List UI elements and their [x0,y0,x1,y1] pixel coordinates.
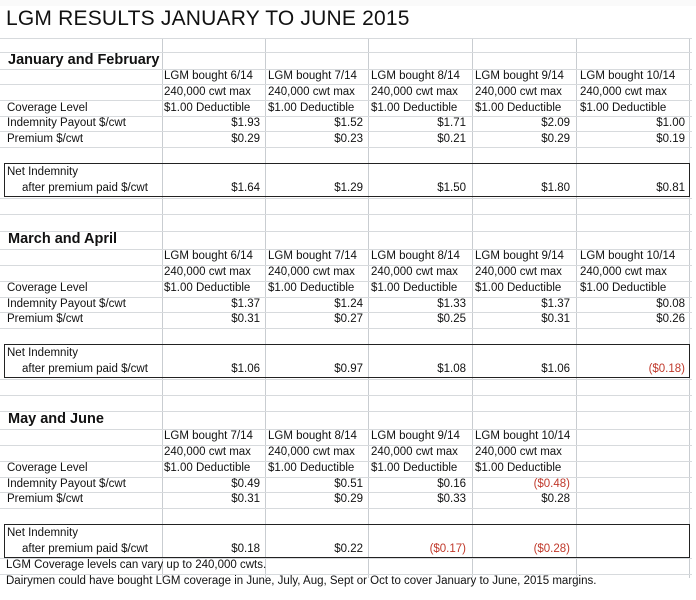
net-cell: $1.50 [437,182,466,194]
net-cell: $0.81 [656,182,685,194]
max-cell: 240,000 cwt max [580,266,667,278]
net-cell: $1.64 [231,182,260,194]
indemnity-row [0,297,692,312]
indemnity-cell: $1.33 [437,298,466,310]
coverage-cell: $1.00 Deductible [371,102,458,114]
coverage-cell: $1.00 Deductible [371,282,458,294]
indemnity-cell: $2.09 [541,117,570,129]
coverage-cell: $1.00 Deductible [580,282,667,294]
net-cell: $1.80 [541,182,570,194]
gridline [0,38,692,39]
net-label-row [0,526,692,541]
coverage-row [0,281,692,296]
indemnity-cell: $0.08 [656,298,685,310]
max-cell: 240,000 cwt max [475,446,562,458]
net-label-row [0,346,692,361]
column-header: LGM bought 7/14 [268,250,357,262]
section-title-may-jun: May and June [8,411,104,427]
indemnity-cell: $1.37 [541,298,570,310]
indemnity-row [0,116,692,131]
premium-cell: $0.23 [334,133,363,145]
premium-cell: $0.21 [437,133,466,145]
indemnity-cell-negative: ($0.48) [533,478,570,490]
premium-cell: $0.29 [541,133,570,145]
premium-cell: $0.27 [334,313,363,325]
max-cell: 240,000 cwt max [164,86,251,98]
header-row [0,429,692,444]
max-cell: 240,000 cwt max [580,86,667,98]
max-cell: 240,000 cwt max [371,446,458,458]
net-cell: $1.29 [334,182,363,194]
max-cell: 240,000 cwt max [268,446,355,458]
net-row [0,181,692,196]
cropped-top-strip [0,0,696,6]
premium-cell: $0.31 [541,313,570,325]
premium-cell: $0.29 [334,493,363,505]
max-row [0,85,692,100]
column-header: LGM bought 8/14 [371,70,460,82]
row-label: after premium paid $/cwt [22,543,148,555]
coverage-cell: $1.00 Deductible [268,102,355,114]
premium-cell: $0.33 [437,493,466,505]
net-row [0,542,692,557]
coverage-cell: $1.00 Deductible [475,462,562,474]
row-label: Premium $/cwt [7,313,84,325]
section-title-jan-feb: January and February [8,52,160,68]
row-label: Indemnity Payout $/cwt [7,478,126,490]
gridline [0,395,692,396]
row-label: Net Indemnity [7,347,78,359]
indemnity-cell: $0.49 [231,478,260,490]
max-cell: 240,000 cwt max [268,86,355,98]
indemnity-cell: $0.16 [437,478,466,490]
net-cell-negative: ($0.18) [648,363,685,375]
column-header: LGM bought 6/14 [164,70,253,82]
row-label: Coverage Level [7,462,88,474]
header-row [0,69,692,84]
gridline [0,198,692,199]
net-cell: $1.06 [231,363,260,375]
max-cell: 240,000 cwt max [164,266,251,278]
indemnity-row [0,477,692,492]
max-cell: 240,000 cwt max [475,86,562,98]
column-header: LGM bought 8/14 [268,430,357,442]
coverage-cell: $1.00 Deductible [268,282,355,294]
premium-row [0,492,692,507]
gridline [0,214,692,215]
coverage-cell: $1.00 Deductible [475,282,562,294]
footnote: LGM Coverage levels can vary up to 240,000 cwts. [6,559,267,571]
max-cell: 240,000 cwt max [164,446,251,458]
column-header: LGM bought 10/14 [580,70,676,82]
premium-row [0,132,692,147]
coverage-cell: $1.00 Deductible [164,282,251,294]
indemnity-cell: $1.24 [334,298,363,310]
premium-cell: $0.28 [541,493,570,505]
column-header: LGM bought 6/14 [164,250,253,262]
coverage-cell: $1.00 Deductible [164,102,251,114]
gridline [0,508,692,509]
net-row [0,362,692,377]
gridline [0,147,692,148]
coverage-cell: $1.00 Deductible [371,462,458,474]
coverage-cell: $1.00 Deductible [164,462,251,474]
premium-cell: $0.31 [231,313,260,325]
gridline [0,328,692,329]
coverage-cell: $1.00 Deductible [580,102,667,114]
row-label: Net Indemnity [7,527,78,539]
net-label-row [0,165,692,180]
max-cell: 240,000 cwt max [475,266,562,278]
column-header: LGM bought 9/14 [475,70,564,82]
column-header: LGM bought 9/14 [371,430,460,442]
row-label: after premium paid $/cwt [22,182,148,194]
coverage-row [0,461,692,476]
max-cell: 240,000 cwt max [371,86,458,98]
section-title-mar-apr: March and April [8,231,118,247]
indemnity-cell: $1.52 [334,117,363,129]
premium-cell: $0.31 [231,493,260,505]
coverage-cell: $1.00 Deductible [475,102,562,114]
row-label: Coverage Level [7,282,88,294]
premium-row [0,312,692,327]
column-header: LGM bought 8/14 [371,250,460,262]
net-cell-negative: ($0.17) [429,543,466,555]
coverage-cell: $1.00 Deductible [268,462,355,474]
indemnity-cell: $1.00 [656,117,685,129]
row-label: Indemnity Payout $/cwt [7,117,126,129]
column-header: LGM bought 10/14 [580,250,676,262]
row-label: after premium paid $/cwt [22,363,148,375]
net-cell: $1.06 [541,363,570,375]
footnote: Dairymen could have bought LGM coverage in June, July, Aug, Sept or Oct to cover January to June, 2015 margins. [6,575,597,587]
page-title: LGM RESULTS JANUARY TO JUNE 2015 [6,7,410,30]
coverage-row [0,101,692,116]
premium-cell: $0.29 [231,133,260,145]
column-header: LGM bought 7/14 [268,70,357,82]
gridline [0,379,692,380]
max-cell: 240,000 cwt max [268,266,355,278]
row-label: Premium $/cwt [7,493,84,505]
column-header: LGM bought 10/14 [475,430,571,442]
max-row [0,445,692,460]
indemnity-cell: $1.37 [231,298,260,310]
column-header: LGM bought 7/14 [164,430,253,442]
net-cell: $0.18 [231,543,260,555]
row-label: Coverage Level [7,102,88,114]
row-label: Net Indemnity [7,166,78,178]
column-header: LGM bought 9/14 [475,250,564,262]
premium-cell: $0.26 [656,313,685,325]
premium-cell: $0.19 [656,133,685,145]
net-cell: $0.97 [334,363,363,375]
max-cell: 240,000 cwt max [371,266,458,278]
net-cell: $1.08 [437,363,466,375]
net-cell: $0.22 [334,543,363,555]
indemnity-cell: $0.51 [334,478,363,490]
header-row [0,249,692,264]
indemnity-cell: $1.71 [437,117,466,129]
premium-cell: $0.25 [437,313,466,325]
row-label: Indemnity Payout $/cwt [7,298,126,310]
indemnity-cell: $1.93 [231,117,260,129]
row-label: Premium $/cwt [7,133,84,145]
max-row [0,265,692,280]
net-cell-negative: ($0.28) [533,543,570,555]
